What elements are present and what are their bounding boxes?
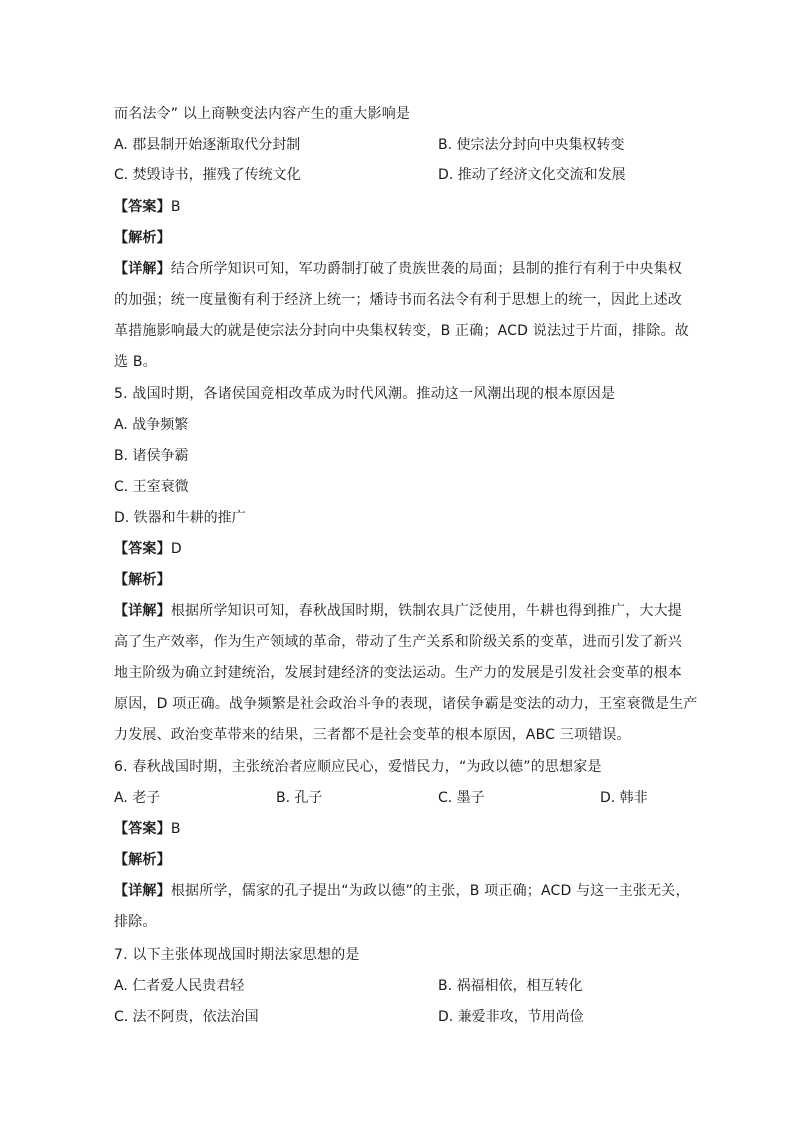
q6-analysis-tag: 【解析】	[114, 852, 171, 868]
q6-option-c: C. 墨子	[438, 790, 485, 806]
answer-tag: 【答案】	[114, 199, 171, 215]
answer-tag: 【答案】	[114, 541, 171, 557]
q4-detail-line-3: 革措施影响最大的就是使宗法分封向中央集权转变，B 正确；ACD 说法过于片面，排除。故	[114, 323, 689, 339]
q7-option-d: D. 兼爱非攻，节用尚俭	[438, 1009, 584, 1025]
q5-stem: 5. 战国时期，各诸侯国竞相改革成为时代风潮。推动这一风潮出现的根本原因是	[114, 386, 616, 402]
detail-tag: 【详解】	[114, 261, 171, 277]
q6-detail-line-2: 排除。	[114, 914, 157, 930]
q4-option-c: C. 焚毁诗书，摧残了传统文化	[114, 167, 301, 183]
q5-answer	[114, 539, 684, 559]
q5-detail-line-1: 【详解】根据所学知识可知，春秋战国时期，铁制农具广泛使用，牛耕也得到推广，大大提	[114, 603, 683, 619]
q6-option-d: D. 韩非	[600, 790, 648, 806]
q5-analysis-tag: 【解析】	[114, 572, 171, 588]
answer-value: B	[170, 821, 181, 837]
q5-option-a: A. 战争频繁	[114, 417, 189, 433]
q4-option-d: D. 推动了经济文化交流和发展	[438, 167, 626, 183]
q4-option-a: A. 郡县制开始逐渐取代分封制	[114, 137, 301, 153]
detail-tag: 【详解】	[114, 883, 171, 899]
q4-detail-line-1: 【详解】结合所学知识可知，军功爵制打破了贵族世袭的局面；县制的推行有利于中央集权	[114, 261, 683, 277]
q4-analysis-tag: 【解析】	[114, 230, 171, 246]
q7-option-c: C. 法不阿贵，依法治国	[114, 1009, 259, 1025]
q5-option-c: C. 王室衰微	[114, 479, 189, 495]
q4-option-b: B. 使宗法分封向中央集权转变	[438, 137, 625, 153]
q6-detail-line-1: 【详解】根据所学，儒家的孔子提出“为政以德”的主张，B 项正确；ACD 与这一主张无关，	[114, 883, 690, 899]
q7-option-a: A. 仁者爱人民贵君轻	[114, 978, 245, 994]
q4-stem-end: 而名法令” 以上商鞅变法内容产生的重大影响是	[114, 106, 411, 122]
q6-stem: 6. 春秋战国时期，主张统治者应顺应民心，爱惜民力，“为政以德”的思想家是	[114, 759, 602, 775]
q7-option-b: B. 祸福相依，相互转化	[438, 978, 583, 994]
q5-option-d: D. 铁器和牛耕的推广	[114, 510, 246, 526]
q6-option-b: B. 孔子	[276, 790, 323, 806]
detail-tag: 【详解】	[114, 603, 171, 619]
q4-detail-line-4: 选 B。	[114, 354, 157, 370]
q4-answer	[114, 197, 684, 217]
answer-tag: 【答案】	[114, 821, 171, 837]
q5-detail-line-2: 高了生产效率，作为生产领域的革命，带动了生产关系和阶级关系的变革，进而引发了新兴	[114, 634, 682, 650]
q5-detail-line-5: 力发展、政治变革带来的结果，三者都不是社会变革的根本原因，ABC 三项错误。	[114, 727, 631, 743]
q5-detail-line-4: 原因，D 项正确。战争频繁是社会政治斗争的表现，诸侯争霸是变法的动力，王室衰微是生产	[114, 696, 698, 712]
answer-value: D	[170, 541, 182, 557]
q5-detail-line-3: 地主阶级为确立封建统治，发展封建经济的变法运动。生产力的发展是引发社会变革的根本	[114, 665, 682, 681]
q5-option-b: B. 诸侯争霸	[114, 448, 189, 464]
q6-option-a: A. 老子	[114, 790, 161, 806]
q4-detail-line-2: 的加强；统一度量衡有利于经济上统一；燔诗书而名法令有利于思想上的统一，因此上述改	[114, 292, 682, 308]
q7-stem: 7. 以下主张体现战国时期法家思想的是	[114, 947, 360, 963]
answer-value: B	[170, 199, 181, 215]
q6-answer	[114, 819, 684, 839]
